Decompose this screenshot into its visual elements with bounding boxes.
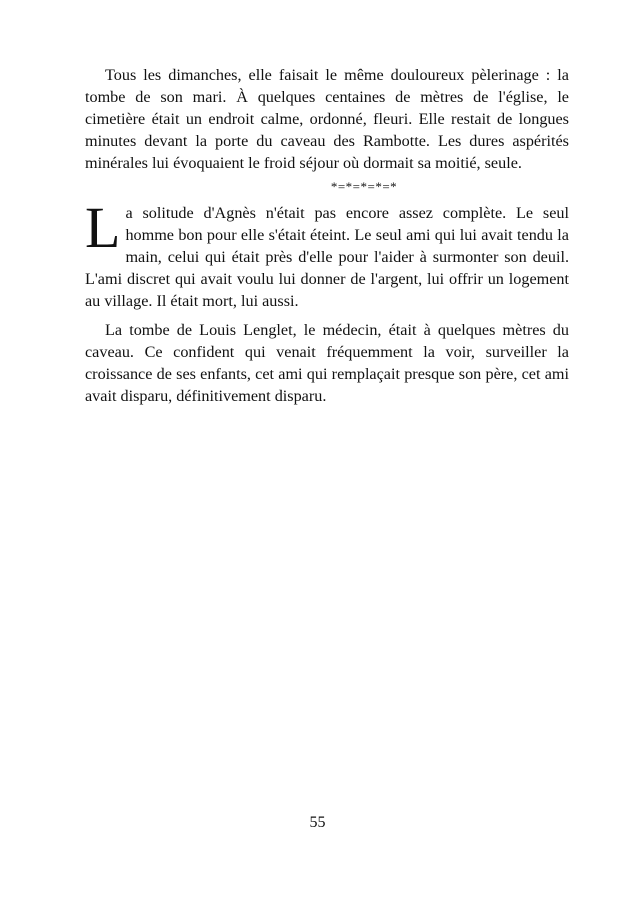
page-number: 55 — [309, 814, 326, 831]
paragraph-3: La tombe de Louis Lenglet, le médecin, était à quelques mètres du caveau. Ce confident qui venait fréquemment la voir, surveiller la croissance de ses enfants, cet ami qui remplaçait presque son père, cet ami avait disparu, définitivement disparu. — [85, 321, 569, 405]
paragraph-2-text: a solitude d'Agnès n'était pas encore assez complète. Le seul homme bon pour elle s'était éteint. Le seul ami qui lui avait tendu la main, celui qui était près d'elle pour l'aider à surmonter son deuil. L'ami discret qui avait voulu lui donner de l'argent, lui offrir un logement au village. Il était mort, lui aussi. — [85, 204, 569, 310]
drop-cap: L — [85, 195, 121, 260]
section-separator: *=*=*=*=* — [330, 179, 398, 194]
page-body — [85, 64, 569, 407]
paragraph-1: Tous les dimanches, elle faisait le même douloureux pèlerinage : la tombe de son mari. À quelques centaines de mètres de l'église, le cimetière était un endroit calme, ordonné, fleuri. Elle restait de longues minutes devant la porte du caveau des Rambotte. Les dures aspérités minérales lui évoquaient le froid séjour où dormait sa moitié, seule. — [85, 66, 569, 172]
paragraph-2 — [85, 195, 569, 312]
